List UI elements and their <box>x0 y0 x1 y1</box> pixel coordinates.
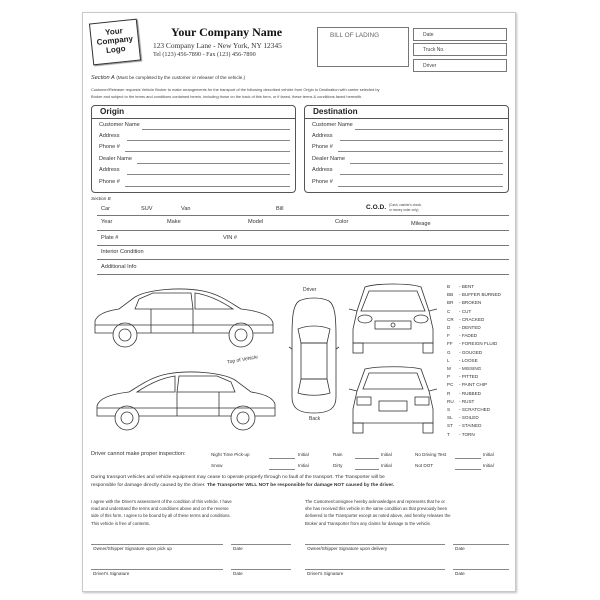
origin-address-field[interactable] <box>127 140 290 141</box>
damage-code: PC <box>447 382 454 388</box>
vin-label: VIN # <box>223 235 237 241</box>
origin-customer-name-field[interactable] <box>142 129 290 130</box>
bill-label: Bill <box>276 206 284 212</box>
damage-code-row <box>447 357 501 365</box>
suv-label: SUV <box>141 206 153 212</box>
destination-phone-field[interactable] <box>338 151 503 152</box>
transport-text-2-a: responsible for damage directly caused by the driver. <box>91 483 206 488</box>
additional-info-line[interactable] <box>97 274 509 275</box>
damage-code-row <box>447 398 501 406</box>
destination-customer-name-label: Customer Name <box>312 122 353 128</box>
damage-code-row <box>447 324 501 332</box>
damage-code-separator: - <box>459 357 462 363</box>
driver-label: Driver <box>423 63 437 69</box>
origin-dealer-address-label: Address <box>99 167 120 173</box>
no-driving-test-field[interactable] <box>455 458 481 459</box>
night-pickup-initial: Initial <box>298 452 309 457</box>
rain-initial: Initial <box>381 452 392 457</box>
destination-address-label: Address <box>312 133 333 139</box>
cod-note-1: (Cash, cashier's check, <box>389 203 422 207</box>
damage-code-row <box>447 414 501 422</box>
damage-code-label: FOREIGN FLUID <box>461 341 498 347</box>
damage-code-separator: - <box>459 366 462 372</box>
origin-panel <box>91 105 296 193</box>
driver-delivery-date-field[interactable] <box>453 569 509 570</box>
section-a-note: (Must be completed by the customer or releaser of the vehicle.) <box>116 75 245 80</box>
damage-code: L <box>447 357 450 363</box>
make-label: Make <box>167 219 181 225</box>
transport-text-2-b: The Transporter WILL NOT be responsible for damage NOT caused by the driver. <box>206 483 395 488</box>
damage-code-row <box>447 349 501 357</box>
driver-pickup-date-field[interactable] <box>231 569 291 570</box>
damage-codes-legend <box>447 283 501 439</box>
driver-delivery-signature-field[interactable] <box>305 569 445 570</box>
owner-delivery-signature-label: Owner/Shipper Signature upon delivery <box>307 546 388 551</box>
damage-code-separator: - <box>459 308 462 314</box>
damage-code: P <box>447 374 451 380</box>
damage-code-label: BUFFER BURNED <box>461 292 501 298</box>
driver-side-label: Driver <box>303 287 317 293</box>
dirty-label: Dirty <box>333 463 343 468</box>
logo-line: Logo <box>105 43 126 55</box>
consignee-agreement <box>305 498 510 527</box>
plate-label: Plate # <box>101 235 119 241</box>
damage-code-separator: - <box>459 407 462 413</box>
owner-delivery-signature-field[interactable] <box>305 544 445 545</box>
damage-code: G <box>447 349 451 355</box>
additional-info-label: Additional Info <box>101 264 137 270</box>
not-dot-label: Not DOT <box>415 463 434 468</box>
destination-dealer-phone-field[interactable] <box>338 186 503 187</box>
damage-code-row <box>447 406 501 414</box>
snow-label: Snow <box>211 463 223 468</box>
car-top-view[interactable] <box>289 297 339 415</box>
company-phone: Tel (123) 456-7890 - Fax (123) 456-7890 <box>153 51 256 58</box>
origin-dealer-phone-label: Phone # <box>99 179 120 185</box>
origin-address-label: Address <box>99 133 120 139</box>
company-logo <box>89 19 141 66</box>
van-label: Van <box>181 206 191 212</box>
damage-code-row <box>447 373 501 381</box>
damage-code-row <box>447 431 501 439</box>
damage-code-row <box>447 365 501 373</box>
bill-of-lading-title-box <box>317 27 409 67</box>
damage-code-row <box>447 422 501 430</box>
damage-code-separator: - <box>459 415 462 421</box>
damage-code-row <box>447 316 501 324</box>
damage-code-separator: - <box>459 382 462 388</box>
snow-initial: Initial <box>298 463 309 468</box>
driver-delivery-signature-label: Driver's Signature <box>307 571 344 576</box>
owner-pickup-signature-label: Owner/Shipper Signature upon pick up <box>93 546 172 551</box>
car-side-view-passenger[interactable] <box>93 368 279 434</box>
damage-code: B <box>447 284 451 289</box>
driver-pickup-date-label: Date <box>233 571 243 576</box>
company-address: 123 Company Lane - New York, NY 12345 <box>153 41 282 50</box>
consignee-agreement-line: delivered to the Transporter except as noted above, and hereby releases the <box>305 513 451 519</box>
damage-code-label: SCRATCHED <box>461 407 491 413</box>
origin-title: Origin <box>100 107 125 116</box>
damage-code-separator: - <box>459 349 462 355</box>
damage-code-row <box>447 291 501 299</box>
damage-code: SL <box>447 415 453 421</box>
destination-address-field[interactable] <box>340 140 503 141</box>
damage-code: T <box>447 431 450 437</box>
consignee-agreement-line: she has received this vehicle in the same condition as that previously been <box>305 506 448 512</box>
destination-dealer-address-field[interactable] <box>340 174 503 175</box>
interior-condition-line[interactable] <box>97 259 509 260</box>
car-back-view[interactable] <box>347 365 439 435</box>
shipper-agreement-line: side of this form. I agree to be bound by all of these terms and conditions. <box>91 513 231 519</box>
damage-code-label: TORN <box>461 431 475 437</box>
damage-code-separator: - <box>459 316 462 322</box>
destination-title: Destination <box>313 107 358 116</box>
damage-code: D <box>447 325 451 331</box>
bill-of-lading-title: BILL OF LADING <box>330 32 380 39</box>
damage-code-label: BENT <box>461 284 475 289</box>
destination-dealer-phone-label: Phone # <box>312 179 333 185</box>
origin-phone-label: Phone # <box>99 144 120 150</box>
origin-dealer-name-label: Dealer Name <box>99 156 132 162</box>
damage-code-separator: - <box>459 292 462 298</box>
shipper-agreement-line: This vehicle is free of contents. <box>91 520 150 526</box>
damage-code-label: PITTED <box>461 374 479 380</box>
section-a-heading <box>91 75 245 81</box>
transport-text-1: During transport vehicles and vehicle equipment may cease to operate properly through no fault of the transport. The Transporter will be <box>91 475 385 480</box>
damage-code-row <box>447 340 501 348</box>
section-b-label: Section B <box>91 196 111 201</box>
shipper-agreement-line: I agree with the Driver's assessment of the condition of this vehicle. I have <box>91 499 232 504</box>
model-label: Model <box>248 219 264 225</box>
damage-code-separator: - <box>459 333 462 339</box>
damage-code-label: SOILED <box>461 415 479 421</box>
destination-header-divider <box>305 118 508 119</box>
damage-code-row <box>447 390 501 398</box>
car-side-view-driver[interactable] <box>91 285 279 351</box>
damage-code: M <box>447 366 451 372</box>
damage-code: C <box>447 308 451 314</box>
driver-pickup-signature-label: Driver's Signature <box>93 571 130 576</box>
driver-pickup-signature-field[interactable] <box>91 569 223 570</box>
damage-code-label: BROKEN <box>461 300 482 306</box>
driver-delivery-date-label: Date <box>455 571 465 576</box>
date-label: Date <box>423 32 434 38</box>
damage-code: BR <box>447 300 454 306</box>
origin-header-divider <box>92 118 295 119</box>
damage-code-label: RUST <box>461 398 475 404</box>
consignee-agreement-line: Broker and Transporter from any claims for damage to the vehicle. <box>305 520 432 526</box>
color-label: Color <box>335 219 349 225</box>
year-make-model-line[interactable] <box>97 230 509 231</box>
damage-code-label: GOUGED <box>461 349 483 355</box>
not-dot-initial: Initial <box>483 463 494 468</box>
origin-dealer-address-field[interactable] <box>127 174 290 175</box>
damage-code-separator: - <box>459 431 462 437</box>
damage-code-row <box>447 299 501 307</box>
truck-number-label: Truck No. <box>423 47 445 53</box>
damage-code-separator: - <box>459 325 462 331</box>
owner-delivery-date-label: Date <box>455 546 465 551</box>
car-label: Car <box>101 206 111 212</box>
logo-line: Your <box>104 26 124 37</box>
snow-field[interactable] <box>269 469 295 470</box>
damage-code-separator: - <box>459 374 462 380</box>
origin-customer-name-label: Customer Name <box>99 122 140 128</box>
damage-code-separator: - <box>459 398 462 404</box>
damage-code-separator: - <box>459 341 462 347</box>
damage-code-separator: - <box>459 284 462 289</box>
section-a-text-2: Broker and subject to the terms and conditions contained herein, including those on the back of this form, or if faxed, these terms & conditions faxed herewith. <box>91 94 363 99</box>
destination-panel <box>304 105 509 193</box>
no-driving-test-label: No Driving Test <box>415 452 447 457</box>
shipper-agreement <box>91 498 291 527</box>
year-label: Year <box>101 219 113 225</box>
owner-pickup-date-field[interactable] <box>231 544 291 545</box>
damage-code-separator: - <box>459 300 462 306</box>
logo-line: Company <box>96 34 134 47</box>
damage-code-label: DENTED <box>461 325 481 331</box>
bill-of-lading-form <box>82 12 516 592</box>
origin-dealer-phone-field[interactable] <box>125 186 290 187</box>
section-a-label: Section A <box>91 75 115 81</box>
damage-code-label: CUT <box>461 308 472 314</box>
damage-code: CR <box>447 316 454 322</box>
destination-dealer-address-label: Address <box>312 167 333 173</box>
transport-text-2 <box>91 483 394 488</box>
shipper-agreement-line: read and understand the terms and conditions above and on the reverse <box>91 506 229 512</box>
rain-field[interactable] <box>355 458 379 459</box>
destination-phone-label: Phone # <box>312 144 333 150</box>
damage-code: F <box>447 333 450 339</box>
truck-number-field[interactable] <box>413 43 507 56</box>
destination-dealer-name-label: Dealer Name <box>312 156 345 162</box>
destination-customer-name-field[interactable] <box>355 129 503 130</box>
cod-label: C.O.D. <box>366 204 387 211</box>
consignee-agreement-line: The Customer/consignee hereby acknowledges and represents that he or <box>305 499 445 504</box>
damage-code-row <box>447 381 501 389</box>
damage-code-row <box>447 332 501 340</box>
owner-delivery-date-field[interactable] <box>453 544 509 545</box>
damage-code: FF <box>447 341 453 347</box>
damage-code-label: CRACKED <box>461 316 485 322</box>
dirty-initial: Initial <box>381 463 392 468</box>
car-front-view[interactable] <box>347 281 439 355</box>
company-name: Your Company Name <box>171 25 283 39</box>
mileage-label: Mileage <box>411 221 431 227</box>
damage-code-label: PAINT CHIP <box>461 382 488 388</box>
interior-condition-label: Interior Condition <box>101 249 144 255</box>
damage-code-label: LOOSE <box>461 357 478 363</box>
night-pickup-label: Night Time Pick-up <box>211 452 250 457</box>
driver-field[interactable] <box>413 59 507 72</box>
damage-code-row <box>447 283 501 291</box>
rain-label: Rain <box>333 452 343 457</box>
night-pickup-field[interactable] <box>269 458 295 459</box>
top-of-vehicle-label: Top of Vehicle <box>226 354 259 366</box>
date-field[interactable] <box>413 28 507 41</box>
not-dot-field[interactable] <box>455 469 481 470</box>
damage-code-label: FADED <box>461 333 478 339</box>
damage-code-label: MISSING <box>461 366 482 372</box>
damage-code-separator: - <box>459 390 462 396</box>
cod-note-2: or money order only) <box>389 208 419 212</box>
origin-phone-field[interactable] <box>125 151 290 152</box>
back-label: Back <box>309 416 321 422</box>
damage-code: ST <box>447 423 453 429</box>
no-driving-test-initial: Initial <box>483 452 494 457</box>
damage-code-label: STAINED <box>461 423 482 429</box>
damage-code-separator: - <box>459 423 462 429</box>
damage-code-row <box>447 308 501 316</box>
owner-pickup-signature-field[interactable] <box>91 544 223 545</box>
destination-dealer-name-field[interactable] <box>350 163 503 164</box>
damage-code: RU <box>447 398 454 404</box>
damage-code: BB <box>447 292 454 298</box>
damage-code: R <box>447 390 451 396</box>
owner-pickup-date-label: Date <box>233 546 243 551</box>
damage-code: S <box>447 407 451 413</box>
inspection-lead: Driver cannot make proper inspection: <box>91 451 186 457</box>
dirty-field[interactable] <box>355 469 379 470</box>
damage-code-label: RUBBED <box>461 390 481 396</box>
vehicle-type-line <box>97 215 509 216</box>
section-a-text-1: Customer/Releaser requests Vehicle Broker to make arrangements for the transport of the following described vehicle from Origin to Destination with carrier selected by <box>91 87 380 92</box>
plate-vin-line[interactable] <box>97 245 509 246</box>
origin-dealer-name-field[interactable] <box>137 163 290 164</box>
